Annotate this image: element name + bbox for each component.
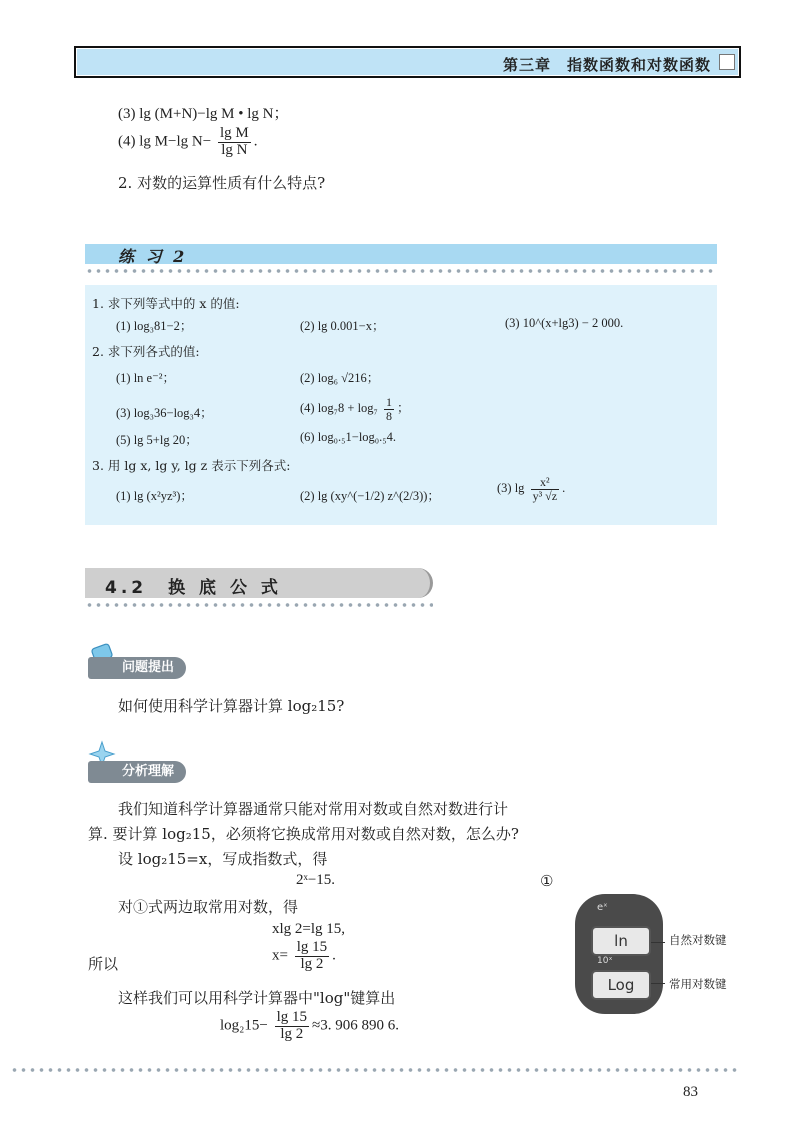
tag-question: 问题提出 xyxy=(88,657,186,679)
log-key: Log xyxy=(591,970,651,1000)
exercise-q2-part4-den: 8 xyxy=(386,408,393,423)
exercise-q3-part3-expr: (3) lg xyxy=(497,480,525,495)
exercise-q1-part1: (1) log₃81−2； xyxy=(116,319,193,333)
ex-key-label: eˣ xyxy=(597,902,608,913)
log-key-callout: 常用对数键 xyxy=(669,977,727,991)
exercise-q3-part3 xyxy=(497,476,565,502)
exercise-q2: 2. 求下列各式的值: xyxy=(92,344,200,359)
equation-2: xlg 2=lg 15, xyxy=(272,921,346,937)
so-label: 所以 xyxy=(88,955,119,973)
equation-4-num: lg 15 xyxy=(276,1009,308,1025)
exercise-q3-part2: (2) lg (xy^(−1/2) z^(2/3))； xyxy=(300,489,440,503)
chapter-header xyxy=(74,46,741,78)
item-4-label: (4) xyxy=(118,133,136,150)
exercise-q2-part1: (1) ln e⁻²； xyxy=(116,371,175,385)
exercise-q3-part3-tail: . xyxy=(562,480,566,495)
tag-analysis: 分析理解 xyxy=(88,761,186,783)
analysis-p3: 对①式两边取常用对数，得 xyxy=(118,898,299,916)
equation-3-den: lg 2 xyxy=(300,955,324,972)
exercise-q2-part6: (6) log₀.₅1−log₀.₅4. xyxy=(300,430,397,444)
exercise-q2-part4 xyxy=(300,396,410,422)
item-4-tail: . xyxy=(253,133,258,150)
section-dotted-divider xyxy=(85,602,433,608)
equation-1: 2ˣ−15. xyxy=(296,872,336,888)
equation-3 xyxy=(272,940,336,973)
equation-4-den: lg 2 xyxy=(280,1025,304,1042)
exercise-q2-part4-tail: ； xyxy=(397,400,410,415)
ln-key-callout: 自然对数键 xyxy=(669,933,727,947)
bottom-dotted-divider xyxy=(10,1067,740,1073)
calculator-keys-figure xyxy=(575,894,735,1016)
header-square-icon xyxy=(719,54,735,70)
question-text: 如何使用科学计算器计算 log₂15? xyxy=(118,697,345,715)
log-leader-line xyxy=(651,983,665,984)
exercise-q3-part3-num: x² xyxy=(531,476,560,490)
page-number: 83 xyxy=(683,1084,698,1100)
item-4-expr: lg M−lg N− xyxy=(139,133,212,150)
question-2: 2. 对数的运算性质有什么特点? xyxy=(118,174,326,192)
calculator-body xyxy=(575,894,663,1014)
exercise-q2-part4-num: 1 xyxy=(386,395,393,409)
equation-3-tail: . xyxy=(332,947,336,964)
chapter-title: 第三章 指数函数和对数函数 xyxy=(502,56,711,74)
exercise-q1-part2: (2) lg 0.001−x； xyxy=(300,319,385,333)
exercise-q3-part1: (1) lg (x²yz³)； xyxy=(116,489,193,503)
ln-key: ln xyxy=(591,926,651,956)
exercise-q1-part3: (3) 10^(x+lg3) − 2 000. xyxy=(505,316,624,330)
exercise-q2-part3: (3) log₃36−log₃4； xyxy=(116,406,213,420)
analysis-p2: 设 log₂15=x，写成指数式，得 xyxy=(118,850,328,868)
item-3 xyxy=(118,102,289,123)
dotted-divider xyxy=(85,268,717,274)
exercise-q2-part2: (2) log₆ √216； xyxy=(300,371,380,385)
exercise-q2-part5: (5) lg 5+lg 20； xyxy=(116,433,198,447)
analysis-p1-line1: 我们知道科学计算器通常只能对常用对数或自然对数进行计 xyxy=(118,800,509,818)
exercise-q1: 1. 求下列等式中的 x 的值: xyxy=(92,296,240,311)
exercise-q3-part3-den: y³ √z xyxy=(532,488,558,503)
analysis-p4: 这样我们可以用科学计算器中"log"键算出 xyxy=(118,989,396,1007)
ln-leader-line xyxy=(651,942,665,943)
item-4 xyxy=(118,126,257,159)
item-4-frac-den: lg N xyxy=(221,141,248,158)
equation-3-left: x= xyxy=(272,947,288,964)
exercise-q3: 3. 用 lg x, lg y, lg z 表示下列各式: xyxy=(92,458,291,473)
equation-4-left: log₂15− xyxy=(220,1017,268,1034)
equation-3-num: lg 15 xyxy=(296,939,328,955)
equation-1-label: ① xyxy=(540,872,554,890)
10x-key-label: 10ˣ xyxy=(597,956,613,966)
item-3-expr: lg (M+N)−lg M • lg N； xyxy=(139,106,289,122)
exercise-title: 练 习 2 xyxy=(118,247,188,266)
item-3-label: (3) xyxy=(118,106,136,122)
equation-4-tail: ≈3. 906 890 6. xyxy=(312,1017,400,1034)
analysis-p1-line2: 算. 要计算 log₂15，必须将它换成常用对数或自然对数，怎么办? xyxy=(88,825,519,843)
exercise-q2-part4-expr: (4) log₇8 + log₇ xyxy=(300,400,378,415)
item-4-frac-num: lg M xyxy=(219,125,249,141)
section-title: 4.2 换 底 公 式 xyxy=(105,578,282,598)
equation-4 xyxy=(220,1010,399,1043)
